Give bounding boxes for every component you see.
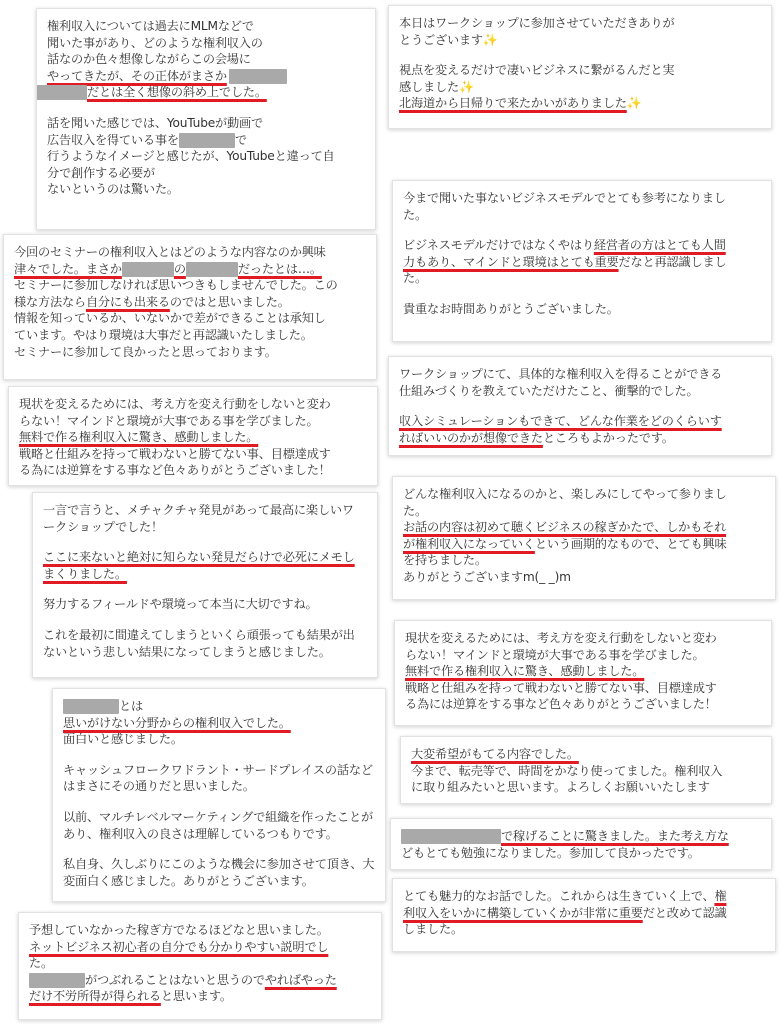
review-line: 現状を変えるためには、考え方を変え行動をしないと変わ <box>19 397 331 411</box>
review-line: 予想していなかった稼ぎ方でなるほどなと思いました。 <box>29 923 329 937</box>
review-card-3 <box>392 180 772 342</box>
review-line: 面白いと感じました。 <box>63 732 183 747</box>
review-card-8 <box>32 492 378 678</box>
review-line: 今まで聞いた事ないビジネスモデルでとても参考になりまし <box>403 191 726 205</box>
review-line: どもとても勉強になりました。参加して良かったです。 <box>401 845 700 860</box>
review-card-14 <box>18 912 382 1020</box>
review-line: 以前、マルチレベルマーケティングで組織を作ったことが <box>63 809 373 824</box>
review-line: 力もあり、マインドと環境はとても重要だなと再認識しまし <box>403 254 727 269</box>
review-line: 収入シミュレーションもできて、どんな作業をどのくらいす <box>399 414 722 429</box>
review-line: ークショップでした！ <box>43 519 163 534</box>
review-line: 話を聞いた感じでは、YouTubeが動画で <box>47 115 263 130</box>
review-line: に取り組みたいと思います。よろしくお願いいたします <box>411 780 710 795</box>
review-card-7 <box>392 476 776 600</box>
review-line: とても魅力的なお話でした。これからは生きていく上で、権 <box>403 889 727 903</box>
redacted-block <box>29 973 85 988</box>
review-line: らない！マインドと環境が大事である事を学びました。 <box>19 413 319 428</box>
review-line: る為には逆算をする事など色々ありがとうございました！ <box>405 697 717 712</box>
review-line: 貴重なお時間ありがとうございました。 <box>403 301 619 316</box>
redacted-block <box>36 85 87 100</box>
review-line: ないという悲しい結果になってしまうと感じました。 <box>43 644 331 659</box>
review-line: 北海道から日帰りで来たかいがありました✨ <box>399 96 642 111</box>
review-line: を持ちました。 <box>403 553 487 568</box>
review-line: あり、権利収入の良さは理解しているつもりです。 <box>63 826 338 841</box>
review-line: ネットビジネス初心者の自分でも分かりやすい説明でし <box>29 939 329 954</box>
review-line: らない！マインドと環境が大事である事を学びました。 <box>405 647 705 662</box>
review-line: ビジネスモデルだけではなくやはり経営者の方はとても人間 <box>403 238 726 253</box>
review-line: で稼げることに驚きました。また考え方な <box>401 828 761 845</box>
review-line: 大変希望がもてる内容でした。 <box>411 747 579 761</box>
review-line: 変面白く感じました。ありがとうございます。 <box>63 873 314 888</box>
review-line: はまさにその通りだと思いました。 <box>63 779 255 794</box>
review-card-11 <box>400 736 772 804</box>
review-line: がつぶれることはないと思うのでやればやった <box>29 972 371 989</box>
review-line: 利収入をいかに構築していくかが非常に重要だと改めて認識 <box>403 905 727 920</box>
review-line: やってきたが、その正体がまさか <box>47 68 365 85</box>
review-line: ワークショップにて、具体的な権利収入を得ることができる <box>399 367 723 381</box>
sparkle-icon: ✨ <box>626 96 642 111</box>
review-line: どんな権利収入になるのかと、楽しみにしてやって参りまし <box>403 487 727 501</box>
review-line: 今まで、転売等で、時間をかなり使ってました。権利収入 <box>411 763 723 778</box>
review-card-4 <box>3 234 377 380</box>
review-card-2 <box>388 5 772 129</box>
review-line: 分で創作する必要が <box>47 165 155 180</box>
review-line: 戦略と仕組みを持って戦わないと勝てない事、目標達成す <box>405 680 717 695</box>
review-card-12 <box>390 818 772 870</box>
review-line: セミナーに参加して良かったと思っております。 <box>14 344 277 359</box>
review-line: ればいいのかが想像できたところもよかったです。 <box>399 430 674 445</box>
review-line: 権利収入については過去にMLMなどで <box>47 19 254 33</box>
review-line: ここに来ないと絶対に知らない発見だらけで必死にメモし <box>43 550 355 565</box>
review-line: とうございます✨ <box>399 32 498 47</box>
redacted-block <box>122 262 174 277</box>
review-card-10 <box>52 688 386 902</box>
review-line: 行うようなイメージと感じたが、YouTubeと違って自 <box>47 149 335 164</box>
sparkle-icon: ✨ <box>458 79 474 94</box>
review-line: 様な方法なら自分にも出来るのではと思いました。 <box>14 294 290 309</box>
review-line: だとは全く想像の斜め上でした。 <box>47 84 365 101</box>
review-line: とは <box>63 698 375 715</box>
review-line: た。 <box>403 503 427 518</box>
review-line: 視点を変えるだけで凄いビジネスに繋がるんだと実 <box>399 63 675 78</box>
review-line: 聞いた事があり、どのような権利収入の <box>47 35 263 50</box>
review-line: た。 <box>29 956 53 971</box>
review-line: た。 <box>403 207 427 222</box>
redacted-block <box>229 69 287 84</box>
review-card-6 <box>8 386 378 486</box>
review-line: ないというのは驚いた。 <box>47 182 179 197</box>
review-line: お話の内容は初めて聴くビジネスの稼ぎかたで、しかもそれ <box>403 520 727 535</box>
review-line: しました。 <box>403 922 463 937</box>
review-line: これを最初に間違えてしまうといくら頑張っても結果が出 <box>43 627 355 642</box>
review-line: 私自身、久しぶりにこのような機会に参加させて頂き、大 <box>63 857 375 872</box>
review-line: 戦略と仕組みを持って戦わないと勝てない事、目標達成す <box>19 446 331 461</box>
redacted-block <box>401 829 501 844</box>
review-card-9 <box>394 620 772 726</box>
review-line: 思いがけない分野からの権利収入でした。 <box>63 715 291 730</box>
review-line: 一言で言うと、メチャクチャ発見があって最高に楽しいワ <box>43 503 354 517</box>
review-line: る為には逆算をする事など色々ありがとうございました！ <box>19 463 331 478</box>
review-card-13 <box>392 878 776 952</box>
review-line: キャッシュフロークワドラント・サードプレイスの話など <box>63 762 373 777</box>
review-line: た。 <box>403 271 427 286</box>
review-line: 現状を変えるためには、考え方を変え行動をしないと変わ <box>405 631 717 645</box>
review-line: 今回のセミナーの権利収入とはどのような内容なのか興味 <box>14 245 326 259</box>
review-line: 無料で作る権利収入に驚き、感動しました。 <box>405 664 645 679</box>
review-line: セミナーに参加しなければ思いつきもしませんでした。この <box>14 278 338 293</box>
review-line: だけ不労所得が得られると思います。 <box>29 989 232 1004</box>
review-line: 津々でした。まさか の だったとは…。 <box>14 261 322 276</box>
review-line: 広告収入を得ている事を で <box>47 132 247 147</box>
review-line: 仕組みづくりを教えていただけたこと、衝撃的でした。 <box>399 383 699 398</box>
review-line: 本日はワークショップに参加させていただきありが <box>399 16 675 30</box>
review-card-5 <box>388 356 772 456</box>
review-line: 情報を知っているか、いないかで差ができることは承知し <box>14 311 326 326</box>
review-line: ています。やはり環境は大事だと再認識いたしました。 <box>14 327 313 342</box>
review-line: 無料で作る権利収入に驚き、感動しました。 <box>19 430 259 445</box>
review-line: 努力するフィールドや環境って本当に大切ですね。 <box>43 597 318 612</box>
review-line: 話なのか色々想像しながらこの会場に <box>47 52 251 67</box>
review-line: ありがとうございますm(_ _)m <box>403 569 571 584</box>
redacted-block <box>186 262 238 277</box>
review-line: まくりました。 <box>43 566 127 581</box>
sparkle-icon: ✨ <box>482 32 498 47</box>
review-line: 感しました✨ <box>399 79 474 94</box>
review-line: が権利収入になっていくという画期的なもので、とても興味 <box>403 536 727 551</box>
redacted-block <box>179 133 235 148</box>
redacted-block <box>63 699 119 714</box>
review-card-1 <box>36 8 376 230</box>
